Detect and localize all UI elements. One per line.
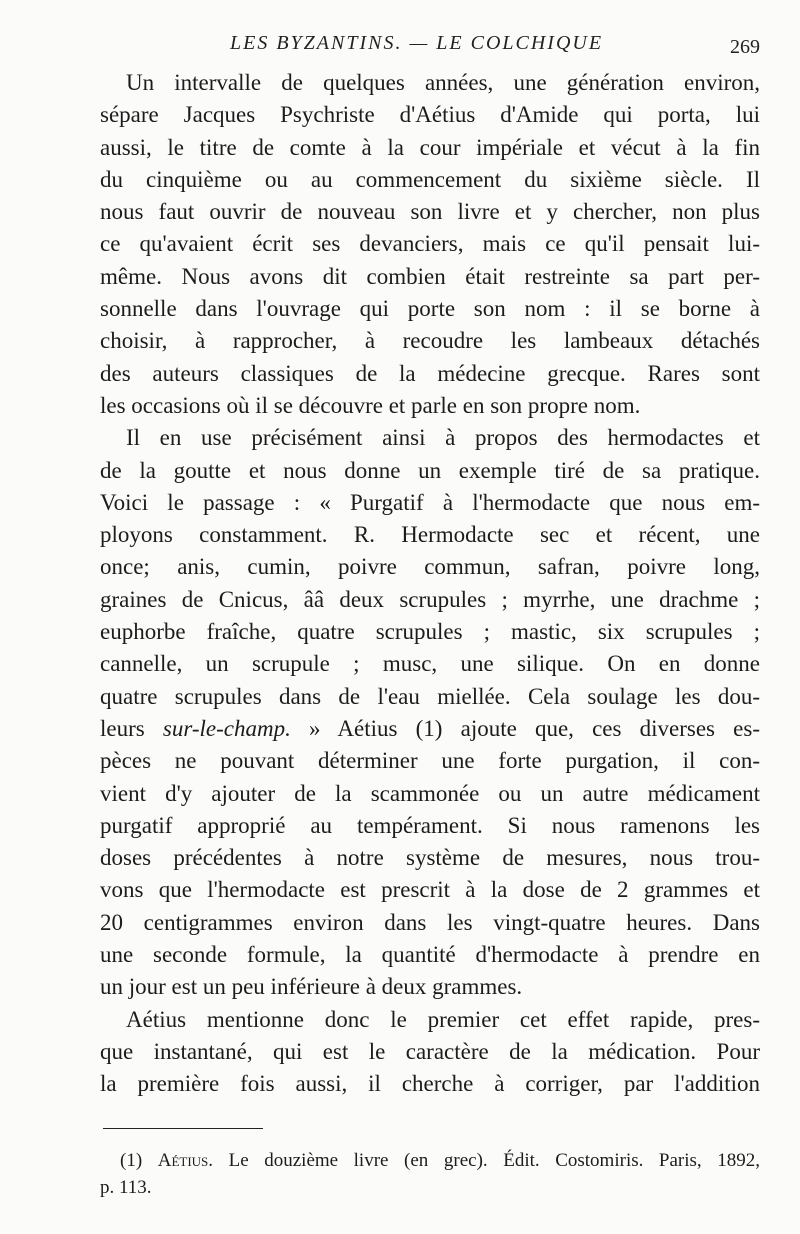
text-line: Aétius mentionne donc le premier cet effet rapide, pres-: [126, 1006, 760, 1032]
text-line: de la goutte et nous donne un exemple tiré de sa pratique.: [100, 457, 760, 483]
text-line: euphorbe fraîche, quatre scrupules ; mastic, six scrupules ;: [100, 619, 760, 645]
text-line: Il en use précisément ainsi à propos des hermodactes et: [126, 425, 760, 451]
text-line: sépare Jacques Psychriste d'Aétius d'Amide qui porta, lui: [100, 102, 760, 128]
text-line: Un intervalle de quelques années, une génération environ,: [126, 70, 760, 95]
text-line: Voici le passage : « Purgatif à l'hermodacte que nous em-: [100, 489, 760, 515]
text-line: purgatif approprié au tempérament. Si nous ramenons les: [100, 812, 760, 838]
text-line: vons que l'hermodacte est prescrit à la dose de 2 grammes et: [100, 877, 760, 903]
running-title: LES BYZANTINS. — LE COLCHIQUE: [230, 32, 604, 54]
text-line: quatre scrupules dans de l'eau miellée. Cela soulage les dou-: [100, 683, 760, 709]
footnote: [100, 1147, 760, 1201]
text-line: leurs sur-le-champ. » Aétius (1) ajoute que, ces diverses es-: [100, 715, 760, 741]
text-line: ployons constamment. R. Hermodacte sec et récent, une: [100, 522, 760, 548]
text-line: graines de Cnicus, ââ deux scrupules ; myrrhe, une drachme ;: [100, 586, 760, 612]
italic-phrase: sur-le-champ.: [162, 715, 291, 741]
running-head: [100, 32, 760, 62]
author-name: Aétius.: [157, 1150, 214, 1171]
footnote-line: (1) Aétius. Le douzième livre (en grec). Édit. Costomiris. Paris, 1892,: [120, 1150, 761, 1171]
text-line: 20 centigrammes environ dans les vingt-quatre heures. Dans: [100, 909, 760, 935]
text-line: doses précédentes à notre système de mesures, nous trou-: [100, 845, 760, 871]
text-line: cannelle, un scrupule ; musc, une silique. On en donne: [100, 651, 760, 677]
text-line: des auteurs classiques de la médecine grecque. Rares sont: [100, 360, 760, 386]
text-line: aussi, le titre de comte à la cour impériale et vécut à la fin: [100, 134, 760, 160]
text-line: même. Nous avons dit combien était restreinte sa part per-: [100, 263, 760, 289]
body-text: [100, 67, 760, 1101]
footnote-line: p. 113.: [100, 1177, 152, 1198]
text-line: choisir, à rapprocher, à recoudre les lambeaux détachés: [100, 328, 760, 354]
text-line: nous faut ouvrir de nouveau son livre et y chercher, non plus: [100, 199, 760, 225]
text-line: les occasions où il se découvre et parle en son propre nom.: [100, 392, 641, 418]
text-line: un jour est un peu inférieure à deux grammes.: [100, 974, 523, 1000]
text-line: que instantané, qui est le caractère de la médication. Pour: [100, 1038, 760, 1064]
text-line: once; anis, cumin, poivre commun, safran, poivre long,: [100, 554, 760, 580]
text-line: sonnelle dans l'ouvrage qui porte son nom : il se borne à: [100, 296, 760, 322]
page-number: 269: [730, 36, 760, 58]
text-line: pèces ne pouvant déterminer une forte purgation, il con-: [100, 748, 760, 774]
text-line: une seconde formule, la quantité d'hermodacte à prendre en: [100, 942, 760, 968]
text-line: la première fois aussi, il cherche à corriger, par l'addition: [100, 1071, 760, 1097]
text-line: du cinquième ou au commencement du sixième siècle. Il: [100, 166, 760, 192]
text-line: ce qu'avaient écrit ses devanciers, mais ce qu'il pensait lui-: [100, 231, 760, 257]
text-line: vient d'y ajouter de la scammonée ou un autre médicament: [100, 780, 760, 806]
footnote-rule: [103, 1128, 263, 1129]
